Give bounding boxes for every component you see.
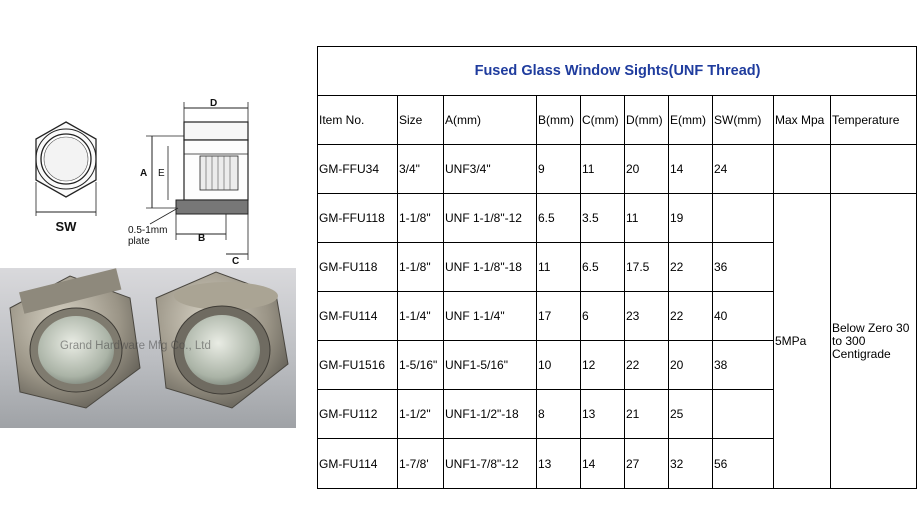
sight-glass-diagram [0,96,296,264]
header-temperature: Temperature [831,96,917,145]
cell-d: 20 [625,145,669,194]
cell-item: GM-FU1516 [318,341,398,390]
cell-a: UNF1-5/16" [444,341,537,390]
header-c: C(mm) [581,96,625,145]
header-max-mpa: Max Mpa [774,96,831,145]
cell-c: 6 [581,292,625,341]
cell-b: 6.5 [537,194,581,243]
cell-a: UNF3/4" [444,145,537,194]
plate-note: 0.5-1mm [128,225,168,236]
header-row [318,96,917,145]
cell-sw: 56 [713,439,774,489]
cell-d: 23 [625,292,669,341]
header-a: A(mm) [444,96,537,145]
cell-temperature-empty [831,145,917,194]
cell-d: 21 [625,390,669,439]
cell-b: 13 [537,439,581,489]
cell-e: 25 [669,390,713,439]
cell-e: 14 [669,145,713,194]
cell-d: 27 [625,439,669,489]
cell-e: 19 [669,194,713,243]
cell-size: 1-1/8" [398,243,444,292]
cell-c: 12 [581,341,625,390]
cell-max-mpa-empty [774,145,831,194]
header-item-no: Item No. [318,96,398,145]
cell-sw: 24 [713,145,774,194]
header-d: D(mm) [625,96,669,145]
cell-e: 22 [669,243,713,292]
cell-size: 1-1/4" [398,292,444,341]
cell-sw [713,390,774,439]
cell-d: 22 [625,341,669,390]
plate [176,200,248,214]
cell-item: GM-FU114 [318,439,398,489]
cell-item: GM-FFU34 [318,145,398,194]
header-sw: SW(mm) [713,96,774,145]
header-b: B(mm) [537,96,581,145]
header-size: Size [398,96,444,145]
sw-label: SW [55,219,77,234]
cell-temperature: Below Zero 30 to 300 Centigrade [831,194,917,489]
glass-window [44,137,88,181]
cell-a: UNF 1-1/4" [444,292,537,341]
a-label: A [140,168,148,179]
photo-watermark: Grand Hardware Mfg Co., Ltd [60,340,211,352]
cell-item: GM-FU112 [318,390,398,439]
cell-size: 1-1/2" [398,390,444,439]
cell-a: UNF 1-1/8"-12 [444,194,537,243]
cell-d: 17.5 [625,243,669,292]
cell-c: 13 [581,390,625,439]
table-title: Fused Glass Window Sights(UNF Thread) [318,47,917,96]
cell-size: 1-1/8" [398,194,444,243]
cell-e: 20 [669,341,713,390]
cell-b: 9 [537,145,581,194]
header-e: E(mm) [669,96,713,145]
c-label: C [232,256,240,264]
cell-e: 22 [669,292,713,341]
table-row [318,145,917,194]
cell-b: 10 [537,341,581,390]
cell-a: UNF1-7/8"-12 [444,439,537,489]
cell-c: 11 [581,145,625,194]
cell-item: GM-FFU118 [318,194,398,243]
hex-head-top [184,122,248,140]
d-label: D [210,98,218,109]
cell-a: UNF1-1/2"-18 [444,390,537,439]
cell-sw: 38 [713,341,774,390]
product-photo [0,268,296,428]
cell-item: GM-FU118 [318,243,398,292]
title-row [318,47,917,96]
cell-e: 32 [669,439,713,489]
cell-d: 11 [625,194,669,243]
b-label: B [198,233,206,244]
cell-c: 6.5 [581,243,625,292]
plate-note-2: plate [128,236,150,247]
plate-leader [150,208,178,224]
cell-sw: 40 [713,292,774,341]
technical-drawing [0,96,296,264]
cell-size: 1-7/8' [398,439,444,489]
cell-b: 11 [537,243,581,292]
cell-a: UNF 1-1/8"-18 [444,243,537,292]
table-row [318,194,917,243]
cell-sw: 36 [713,243,774,292]
cell-c: 3.5 [581,194,625,243]
e-label: E [158,168,165,179]
cell-item: GM-FU114 [318,292,398,341]
cell-size: 3/4" [398,145,444,194]
cell-size: 1-5/16" [398,341,444,390]
spec-table [317,46,917,489]
cell-max-mpa: 5MPa [774,194,831,489]
cell-b: 8 [537,390,581,439]
cell-c: 14 [581,439,625,489]
cell-sw [713,194,774,243]
cell-b: 17 [537,292,581,341]
